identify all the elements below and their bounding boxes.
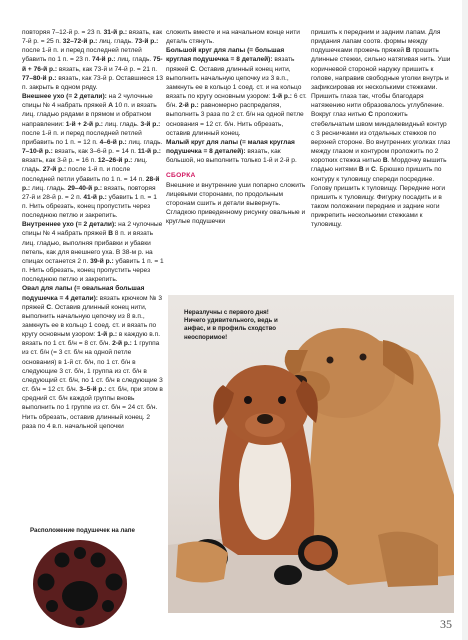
- bold-run: 3–5-й р.:: [79, 386, 107, 394]
- paragraph: [166, 46, 308, 138]
- bold-run: 12–26-й р.:: [97, 157, 133, 165]
- text-run: равномерно распределяя, выполнить 3 раза по 2 ст. б/н на одной петле основания = 12 ст. б/н. Нить обрезать, оставив длинный конец.: [166, 102, 304, 137]
- text-run: в каждую в.п. вязать по 1 ст. б/н = 8 ст. б/н.: [22, 331, 161, 348]
- figure-caption: Расположение подушечек на лапе: [30, 527, 135, 534]
- text-run: пришить к передним и задним лапам. Для придания лапам соотв. формы между подушечками прожечь пряжей: [311, 29, 441, 55]
- text-column-3: [311, 28, 451, 229]
- text-run: вязать, как 7-й р. = 25 п.: [22, 29, 163, 46]
- bold-run: 39-й р.:: [90, 257, 114, 265]
- bold-run: Овал для лапы (= овальная большая подушечка = 4 детали):: [22, 285, 145, 302]
- text-run: после 1-й п. и после последней петли убавить по 1 п. = 14 п.: [22, 166, 146, 183]
- bold-run: 2-й р.:: [112, 340, 132, 348]
- bold-run: 11-й р.:: [137, 148, 161, 156]
- paw-pad-diagram: [30, 538, 130, 630]
- paragraph: [22, 284, 164, 431]
- text-column-2: [166, 28, 308, 226]
- text-run: лиц. гладь.: [97, 38, 135, 46]
- text-run: 1 группа из ст. б/н (= 3 ст. б/н на одной петле основания) в 1-й ст. б/н, по 1 ст. б/н в следующие 3 ст. б/н, 1 группа из ст. б/н в следующий ст. б/н, по 1 ст. б/н в следующие 3 ст. б/н = 12 ст. б/н.: [22, 340, 163, 394]
- oval-pad: [62, 581, 98, 611]
- small-pad: [46, 600, 58, 612]
- large-pad: [91, 553, 106, 568]
- bold-run: 4–6-й р.:: [99, 138, 127, 146]
- small-pad: [76, 617, 85, 626]
- text-column-1: [22, 28, 164, 431]
- bold-run: B: [382, 157, 388, 165]
- section-heading: СБОРКА: [166, 172, 196, 180]
- bold-run: 73-й р.:: [134, 38, 159, 46]
- text-run: лиц. гладь.: [126, 138, 163, 146]
- text-run: вязать, как большой, но выполнить только 1-й и 2-й р.: [166, 148, 297, 165]
- text-run: . Брюшко пришить по контуру к туловищу спереди посредине. Голову пришить к туловищу. Передние ноги пришить к туловищу. Фигурку посадить и в таком положении передние и задние ноги прикрепить несколькими стежками к туловищу.: [311, 166, 446, 229]
- text-run: повторяя 7–12-й р. = 23 п.: [22, 29, 104, 36]
- text-run: вязать пряжей: [166, 56, 295, 73]
- toy-paw: [274, 565, 302, 585]
- bold-run: 1-й р.:: [97, 331, 118, 339]
- page-edge-stripe: [462, 0, 468, 640]
- bold-run: 74-й р.:: [92, 56, 116, 64]
- paragraph: [166, 28, 308, 46]
- bold-run: 31-й р.:: [103, 29, 128, 36]
- bold-run: C: [190, 65, 196, 73]
- bold-run: 7–10-й р.:: [22, 148, 53, 156]
- bold-run: C: [368, 111, 373, 119]
- large-pad: [38, 574, 55, 591]
- paragraph: [311, 28, 451, 229]
- bold-run: 32–72-й р.:: [62, 38, 98, 46]
- dog-eye: [327, 357, 334, 364]
- small-pad: [102, 600, 114, 612]
- dog-paw: [176, 541, 228, 582]
- bold-run: 77–80-й р.:: [22, 74, 57, 82]
- bold-run: Малый круг для лапы (= малая круглая подушечка = 8 деталей):: [166, 138, 295, 156]
- bold-run: C: [370, 166, 376, 174]
- text-run: проложить стебельчатым швом миндалевидный контур с 3 ресничками из отдельных стежков по верхней стороне. Во внутренних уголках глаз между глазом и контуром проложить по 2 коротких стежка нитью: [311, 111, 451, 165]
- bold-run: B: [358, 166, 364, 174]
- bold-run: 1-й + 2-й р.:: [65, 120, 104, 128]
- photo-quote: Неразлучны с первого дня! Ничего удивительного, ведь и анфас, и в профиль сходство неоспоримое!: [184, 309, 278, 341]
- paragraph: [22, 92, 164, 220]
- text-run: лиц. гладь.: [115, 56, 154, 64]
- text-run: сложить вместе и на начальном конце нити деталь стянуть.: [166, 29, 300, 46]
- bold-run: A: [108, 102, 113, 110]
- text-run: . Оставив длинный конец нити, выполнить начальную цепочку из 3 в.п., замкнуть ее в кольцо 1 соед. ст. и на кольцо вязать по кругу основным узором:: [166, 65, 302, 101]
- bold-run: 3-й р.:: [140, 120, 161, 128]
- text-run: вязать, как 73-й и 74-й р. = 21 п.: [57, 65, 158, 73]
- text-run: лиц. гладь.: [30, 184, 68, 192]
- photo-illustration: [168, 295, 454, 613]
- toy-belly: [239, 430, 291, 540]
- bold-run: 75-й + 76-й р.:: [22, 56, 163, 73]
- text-run: после 1-й п. и перед последней петлей убавить по 1 п. = 23 п.: [22, 47, 142, 64]
- toy-eye: [278, 396, 286, 404]
- text-run: и: [363, 166, 371, 174]
- text-run: вязать, как 73-й р. Оставшиеся 13 п. закрыть в одном ряду.: [22, 74, 163, 91]
- bold-run: 29–40-й р.:: [67, 184, 103, 192]
- text-run: лиц. гладь.: [22, 157, 148, 174]
- page-number: 35: [440, 617, 452, 631]
- paragraph: [22, 220, 164, 284]
- text-run: . Мордочку вышить гладью нитями: [311, 157, 447, 174]
- text-run: вязать крючком № 3 пряжей: [22, 294, 162, 311]
- text-run: ст. б/н, при этом в средний ст. б/н каждой группы вновь выполнить по 1 группе из ст. б/н = 24 ст. б/н. Нить обрезать, оставив длинный конец. 2 раза по 4 в.п. начальной цепочки: [22, 386, 163, 430]
- bold-run: 27-й р.:: [42, 166, 67, 174]
- text-run: Внешние и внутренние уши попарно сложить лицевыми сторонами, по продольным сторонам сшить и детали вывернуть. Сгладкою приведенному рисунку овальные и круглые подушечки: [166, 181, 306, 226]
- text-run: вязать, повторяя 27-й и 28-й р. = 2 п.: [22, 184, 156, 201]
- bold-run: 1-й р.:: [272, 93, 292, 101]
- large-pad: [55, 553, 70, 568]
- text-run: после 1-й п. и перед последней петлей прибавить по 1 п. = 12 п.: [22, 129, 142, 146]
- text-run: лиц. гладь.: [103, 120, 141, 128]
- bold-run: B: [405, 47, 411, 55]
- bold-run: B: [108, 230, 113, 238]
- text-run: 8 п. и вязать лиц. гладью, выполняя прибавки и убавки петель, как для внешнего уха. В 38-м р. на спицах останется 2 п.: [22, 230, 154, 265]
- large-pad: [106, 574, 123, 591]
- dog-and-toy-photo: [168, 295, 454, 613]
- bold-run: Внутреннее ухо (= 2 детали):: [22, 221, 117, 229]
- text-run: вязать, как 3–6-й р. = 14 п.: [52, 148, 138, 156]
- toy-nose: [257, 414, 273, 424]
- text-run: 10 п. и вязать лиц. гладью рядами в прямом и обратном направлении:: [22, 102, 157, 128]
- text-run: на 2 чулочные спицы № 4 набрать пряжей: [22, 221, 163, 238]
- text-run: прошить длинные стежки, сильно натягивая нить. Уши коричневой стороной наружу пришить к голове, направив свободные уголки внутрь и зафиксировав их несколькими стежками. Пришить глаза так, чтобы благодаря натяжению нити образовалось углубление. Вокруг глаз нитью: [311, 47, 451, 119]
- paragraph: [166, 181, 308, 227]
- text-run: . Оставив длинный конец нити, выполнить начальную цепочку из 8 в.п., замкнуть ее в кольцо 1 соед. ст. и вязать по кругу основным узором:: [22, 303, 157, 339]
- bold-run: Большой круг для лапы (= большая круглая подушечка = 8 деталей):: [166, 47, 285, 64]
- small-pad: [74, 547, 86, 559]
- text-run: 6 ст. б/н.: [166, 93, 307, 110]
- bold-run: C: [46, 303, 52, 311]
- paragraph: [166, 171, 308, 180]
- bold-run: 41-й р.:: [83, 193, 107, 201]
- bold-run: Внешнее ухо (= 2 детали):: [22, 93, 107, 101]
- text-run: на 2 чулочные спицы № 4 набрать пряжей: [22, 93, 153, 110]
- bold-run: 28-й р.:: [22, 175, 160, 192]
- toy-eye: [244, 396, 252, 404]
- text-run: вязать, как 3-й р. = 16 п.: [22, 157, 98, 165]
- paragraph: [166, 138, 308, 165]
- text-run: убавить 1 п. = 1 п. Нить обрезать, конец пропустить через последнюю петлю и закрепить.: [22, 257, 164, 284]
- paragraph: [22, 28, 164, 92]
- dog-eye: [360, 354, 367, 361]
- text-run: убавить 1 п. = 1 п. Нить обрезать, конец пропустить через последнюю петлю и закрепить.: [22, 193, 157, 220]
- bold-run: 2-й р.:: [178, 102, 199, 110]
